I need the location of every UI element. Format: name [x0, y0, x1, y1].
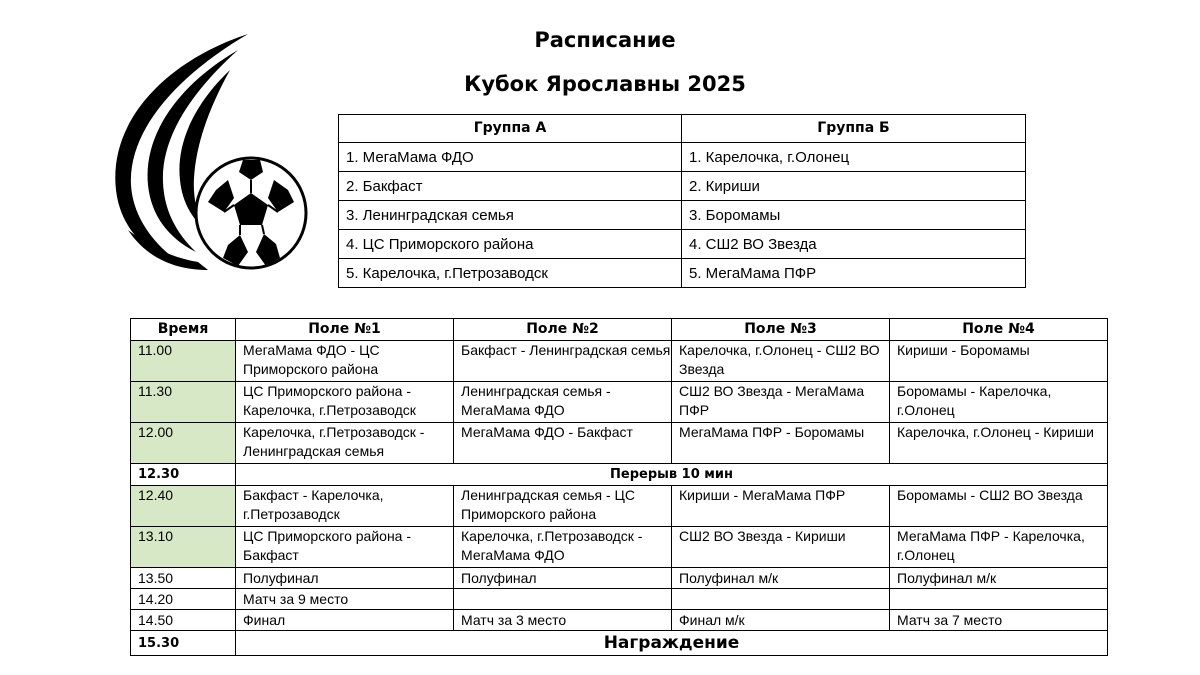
- groups-row: [339, 259, 1026, 288]
- match-cell: Карелочка, г.Олонец - СШ2 ВО Звезда: [672, 341, 890, 382]
- match-cell: Боромамы - СШ2 ВО Звезда: [890, 486, 1108, 527]
- match-cell: Бакфаст - Ленинградская семья: [454, 341, 672, 382]
- award-label: Награждение: [236, 631, 1108, 656]
- field-1-header: Поле №1: [236, 319, 454, 341]
- match-cell: МегаМама ФДО - Бакфаст: [454, 423, 672, 464]
- time-cell: 14.20: [131, 589, 236, 610]
- time-cell: 13.10: [131, 527, 236, 568]
- group-a-header: Группа А: [339, 115, 682, 143]
- schedule-row: [131, 341, 1108, 382]
- match-cell: Финал: [236, 610, 454, 631]
- time-header: Время: [131, 319, 236, 341]
- group-a-team: 5. Карелочка, г.Петрозаводск: [339, 259, 682, 288]
- groups-row: [339, 172, 1026, 201]
- match-cell: Кириши - Боромамы: [890, 341, 1108, 382]
- groups-row: [339, 230, 1026, 259]
- match-cell: Карелочка, г.Олонец - Кириши: [890, 423, 1108, 464]
- match-cell: МегаМама ПФР - Карелочка, г.Олонец: [890, 527, 1108, 568]
- field-4-header: Поле №4: [890, 319, 1108, 341]
- group-b-team: 1. Карелочка, г.Олонец: [682, 143, 1026, 172]
- match-cell: [890, 589, 1108, 610]
- group-b-team: 4. СШ2 ВО Звезда: [682, 230, 1026, 259]
- match-cell: СШ2 ВО Звезда - Кириши: [672, 527, 890, 568]
- match-cell: Финал м/к: [672, 610, 890, 631]
- match-cell: МегаМама ПФР - Боромамы: [672, 423, 890, 464]
- award-row: [131, 631, 1108, 656]
- field-2-header: Поле №2: [454, 319, 672, 341]
- group-a-team: 4. ЦС Приморского района: [339, 230, 682, 259]
- schedule-row: [131, 610, 1108, 631]
- group-b-team: 3. Боромамы: [682, 201, 1026, 230]
- group-b-header: Группа Б: [682, 115, 1026, 143]
- group-b-team: 2. Кириши: [682, 172, 1026, 201]
- time-cell: 14.50: [131, 610, 236, 631]
- schedule-row: [131, 589, 1108, 610]
- page-subtitle: Кубок Ярославны 2025: [464, 72, 746, 96]
- match-cell: Полуфинал: [454, 568, 672, 589]
- time-cell: 12.00: [131, 423, 236, 464]
- match-cell: Кириши - МегаМама ПФР: [672, 486, 890, 527]
- match-cell: [672, 589, 890, 610]
- groups-row: [339, 143, 1026, 172]
- match-cell: Матч за 7 место: [890, 610, 1108, 631]
- group-a-team: 3. Ленинградская семья: [339, 201, 682, 230]
- break-row: [131, 464, 1108, 486]
- schedule-row: [131, 423, 1108, 464]
- match-cell: Матч за 3 место: [454, 610, 672, 631]
- field-3-header: Поле №3: [672, 319, 890, 341]
- match-cell: ЦС Приморского района - Карелочка, г.Петрозаводск: [236, 382, 454, 423]
- match-cell: Ленинградская семья - ЦС Приморского района: [454, 486, 672, 527]
- match-cell: Карелочка, г.Петрозаводск - МегаМама ФДО: [454, 527, 672, 568]
- match-cell: Боромамы - Карелочка, г.Олонец: [890, 382, 1108, 423]
- match-cell: Бакфаст - Карелочка, г.Петрозаводск: [236, 486, 454, 527]
- break-time-cell: 12.30: [131, 464, 236, 486]
- match-cell: МегаМама ФДО - ЦС Приморского района: [236, 341, 454, 382]
- break-label: Перерыв 10 мин: [236, 464, 1108, 486]
- groups-header-row: [339, 115, 1026, 143]
- group-a-team: 2. Бакфаст: [339, 172, 682, 201]
- time-cell: 11.30: [131, 382, 236, 423]
- time-cell: 11.00: [131, 341, 236, 382]
- schedule-row: [131, 527, 1108, 568]
- group-b-team: 5. МегаМама ПФР: [682, 259, 1026, 288]
- group-a-team: 1. МегаМама ФДО: [339, 143, 682, 172]
- groups-row: [339, 201, 1026, 230]
- schedule-row: [131, 568, 1108, 589]
- match-cell: [454, 589, 672, 610]
- match-cell: Полуфинал м/к: [890, 568, 1108, 589]
- match-cell: Карелочка, г.Петрозаводск - Ленинградская семья: [236, 423, 454, 464]
- page-title: Расписание: [534, 28, 676, 52]
- match-cell: ЦС Приморского района - Бакфаст: [236, 527, 454, 568]
- soccer-ball-icon: [98, 30, 308, 275]
- schedule-header-row: [131, 319, 1108, 341]
- match-cell: Полуфинал м/к: [672, 568, 890, 589]
- time-cell: 13.50: [131, 568, 236, 589]
- award-time-cell: 15.30: [131, 631, 236, 656]
- match-cell: Матч за 9 место: [236, 589, 454, 610]
- match-cell: СШ2 ВО Звезда - МегаМама ПФР: [672, 382, 890, 423]
- match-cell: Полуфинал: [236, 568, 454, 589]
- time-cell: 12.40: [131, 486, 236, 527]
- schedule-table: [130, 318, 1108, 656]
- schedule-row: [131, 486, 1108, 527]
- schedule-row: [131, 382, 1108, 423]
- match-cell: Ленинградская семья - МегаМама ФДО: [454, 382, 672, 423]
- groups-table: [338, 114, 1026, 288]
